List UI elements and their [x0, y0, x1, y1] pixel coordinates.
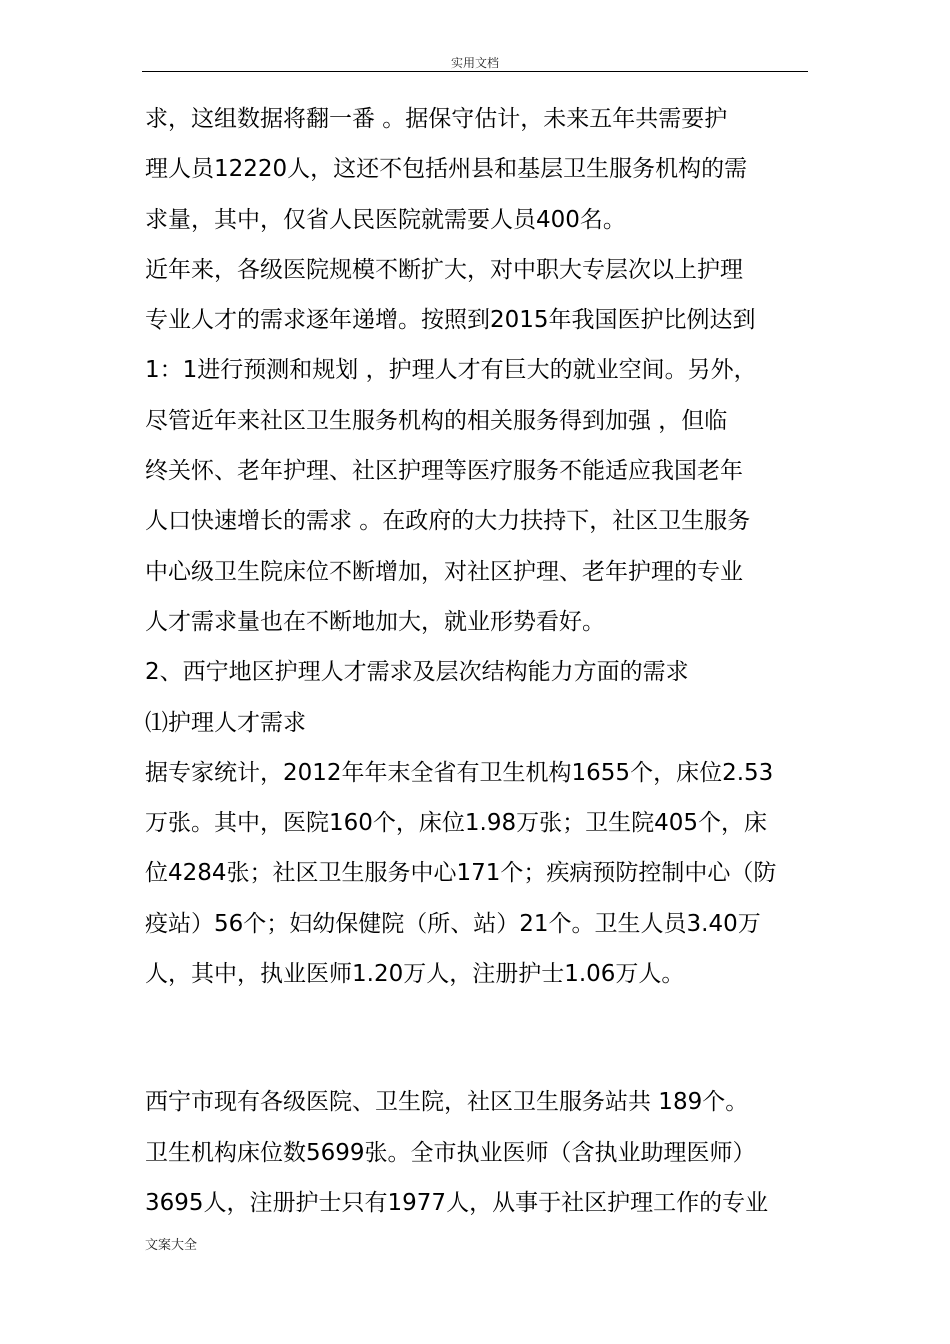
- header-divider: [142, 71, 808, 72]
- body-line-1: 求，这组数据将翻一番 。据保守估计，未来五年共需要护: [145, 106, 728, 132]
- section-heading: 2、西宁地区护理人才需求及层次结构能力方面的需求: [145, 659, 689, 686]
- body-line-20: 卫生机构床位数5699张。全市执业医师（含执业助理医师）: [145, 1139, 756, 1166]
- body-line-2: 理人员12220人，这还不包括州县和基层卫生服务机构的需: [145, 156, 748, 183]
- body-line-5: 专业人才的需求逐年递增。按照到2015年我国医护比例达到: [145, 307, 756, 334]
- body-line-15: 万张。其中，医院160个，床位1.98万张；卫生院405个，床: [145, 810, 768, 837]
- body-line-14: 据专家统计，2012年年末全省有卫生机构1655个，床位2.53: [145, 759, 774, 786]
- page-footer: 文案大全: [145, 1238, 198, 1253]
- subsection-heading: ⑴护理人才需求: [145, 709, 306, 736]
- body-line-16: 位4284张；社区卫生服务中心171个；疾病预防控制中心（防: [145, 860, 777, 887]
- body-line-18: 人，其中，执业医师1.20万人，注册护士1.06万人。: [145, 961, 685, 988]
- body-line-9: 人口快速增长的需求 。在政府的大力扶持下，社区卫生服务: [145, 508, 751, 535]
- body-line-8: 终关怀、老年护理、社区护理等医疗服务不能适应我国老年: [145, 458, 743, 485]
- body-line-4: 近年来，各级医院规模不断扩大，对中职大专层次以上护理: [145, 256, 743, 283]
- body-line-7: 尽管近年来社区卫生服务机构的相关服务得到加强 ，但临: [145, 407, 728, 434]
- body-line-11: 人才需求量也在不断地加大，就业形势看好。: [145, 608, 605, 635]
- body-line-6: 1：1进行预测和规划 ，护理人才有巨大的就业空间。另外，: [145, 357, 757, 384]
- document-body: [145, 94, 813, 1228]
- page-header: 实用文档: [450, 56, 499, 70]
- body-line-19: 西宁市现有各级医院、卫生院，社区卫生服务站共 189个。: [145, 1089, 749, 1116]
- body-line-17: 疫站）56个；妇幼保健院（所、站）21个。卫生人员3.40万: [145, 910, 761, 937]
- body-line-21: 3695人，注册护士只有1977人，从事于社区护理工作的专业: [145, 1189, 769, 1216]
- body-line-10: 中心级卫生院床位不断增加，对社区护理、老年护理的专业: [145, 558, 743, 585]
- paragraph-gap: [145, 999, 813, 1077]
- body-line-3: 求量，其中，仅省人民医院就需要人员400名。: [145, 206, 626, 233]
